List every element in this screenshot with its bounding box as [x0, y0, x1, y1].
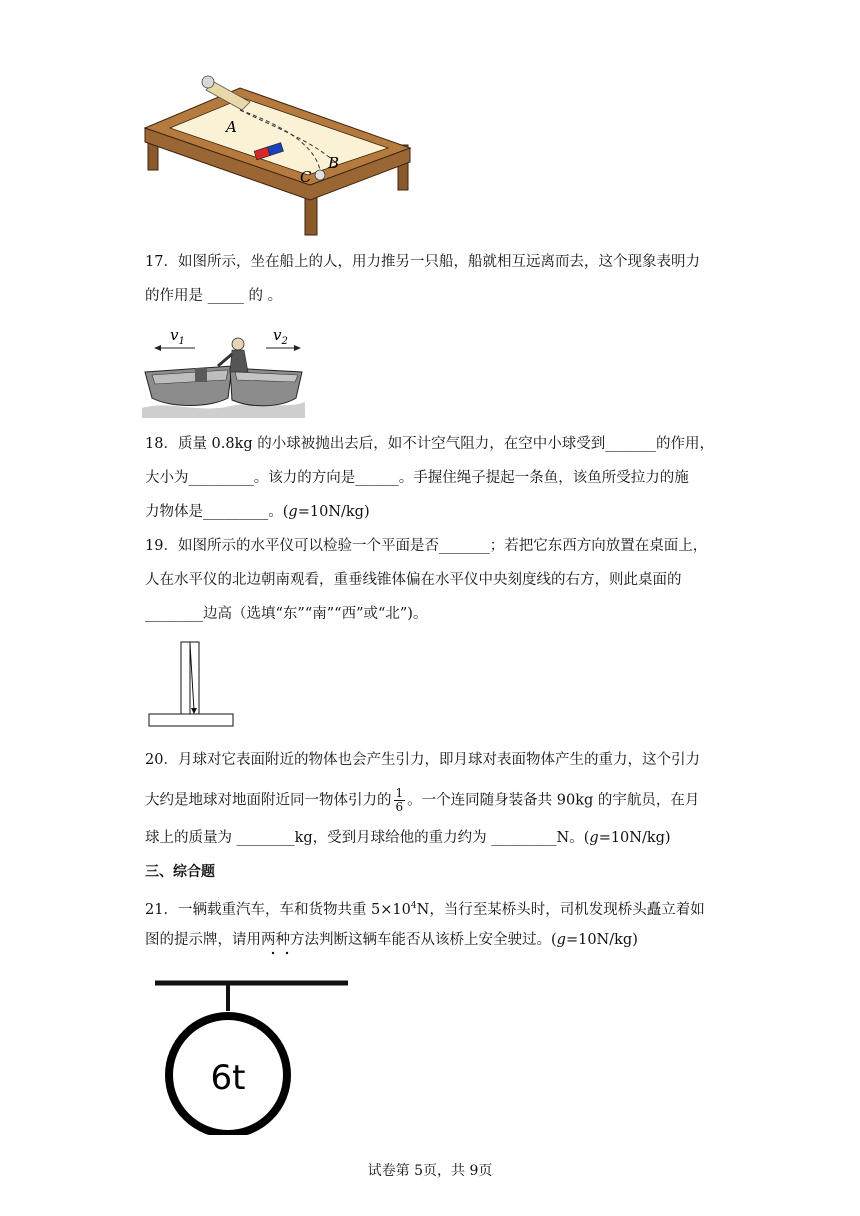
svg-text:v1: $v_1$ [170, 326, 185, 347]
q17-line2: 的作用是 _____ 的 。 [145, 288, 283, 304]
q19-line1: 19．如图所示的水平仪可以检验一个平面是否_______；若把它东西方向放置在桌面上， [145, 538, 708, 554]
q18-line1: 18．质量 0.8kg 的小球被抛出去后，如不计空气阻力，在空中小球受到_______的作用， [145, 436, 715, 452]
page-footer: 试卷第 5页，共 9页 [367, 1163, 493, 1179]
q20-line3: 球上的质量为 ________kg，受到月球给他的重力约为 _________N。(g=10N/kg) [145, 830, 671, 846]
q17-blank: _____ [207, 288, 244, 304]
q21-line1: 21．一辆载重汽车，车和货物共重 $5\times 10^4N$，当行至某桥头时，司机发现桥头矗立着如 [145, 901, 705, 918]
label-b: B [328, 154, 340, 172]
level-figure [145, 638, 240, 730]
q17-line1: 17．如图所示，坐在船上的人，用力推另一只船，船就相互远离而去，这个现象表明力 [145, 254, 700, 270]
q21-line2: 图的提示牌，请用两种方法判断这辆车能否从该桥上安全驶过。(g=10N/kg) [145, 932, 638, 948]
svg-text:v2: $v_2$ [273, 326, 288, 347]
one-sixth-fraction: $\frac{1}{6}$ [395, 786, 404, 814]
emphasis-dots [268, 950, 298, 956]
label-c: C [300, 168, 312, 186]
label-a: A [226, 118, 237, 136]
q18-line3: 力物体是_________。(g=10N/kg) [145, 504, 370, 520]
sign-text: 6t [210, 1058, 246, 1098]
weight-limit-sign [150, 975, 355, 1135]
boats-figure [140, 320, 310, 418]
q20-line1: 20．月球对它表面附近的物体也会产生引力，即月球对表面物体产生的重力，这个引力 [145, 752, 700, 768]
q19-line3: ________边高（选填“东”“南”“西”或“北”)。 [145, 606, 428, 622]
magnet-table-figure [140, 70, 420, 240]
q19-line2: 人在水平仪的北边朝南观看，重垂线锥体偏在水平仪中央刻度线的右方，则此桌面的 [145, 572, 682, 588]
q18-line2: 大小为_________。该力的方向是______。手握住绳子提起一条鱼，该鱼所受拉力的施 [145, 470, 689, 486]
section-title: 三、综合题 [145, 864, 215, 880]
q20-line2: 大约是地球对地面附近同一物体引力的 $\frac{1}{6}$ 。一个连同随身装备共 90kg 的宇航员，在月 [145, 786, 700, 814]
